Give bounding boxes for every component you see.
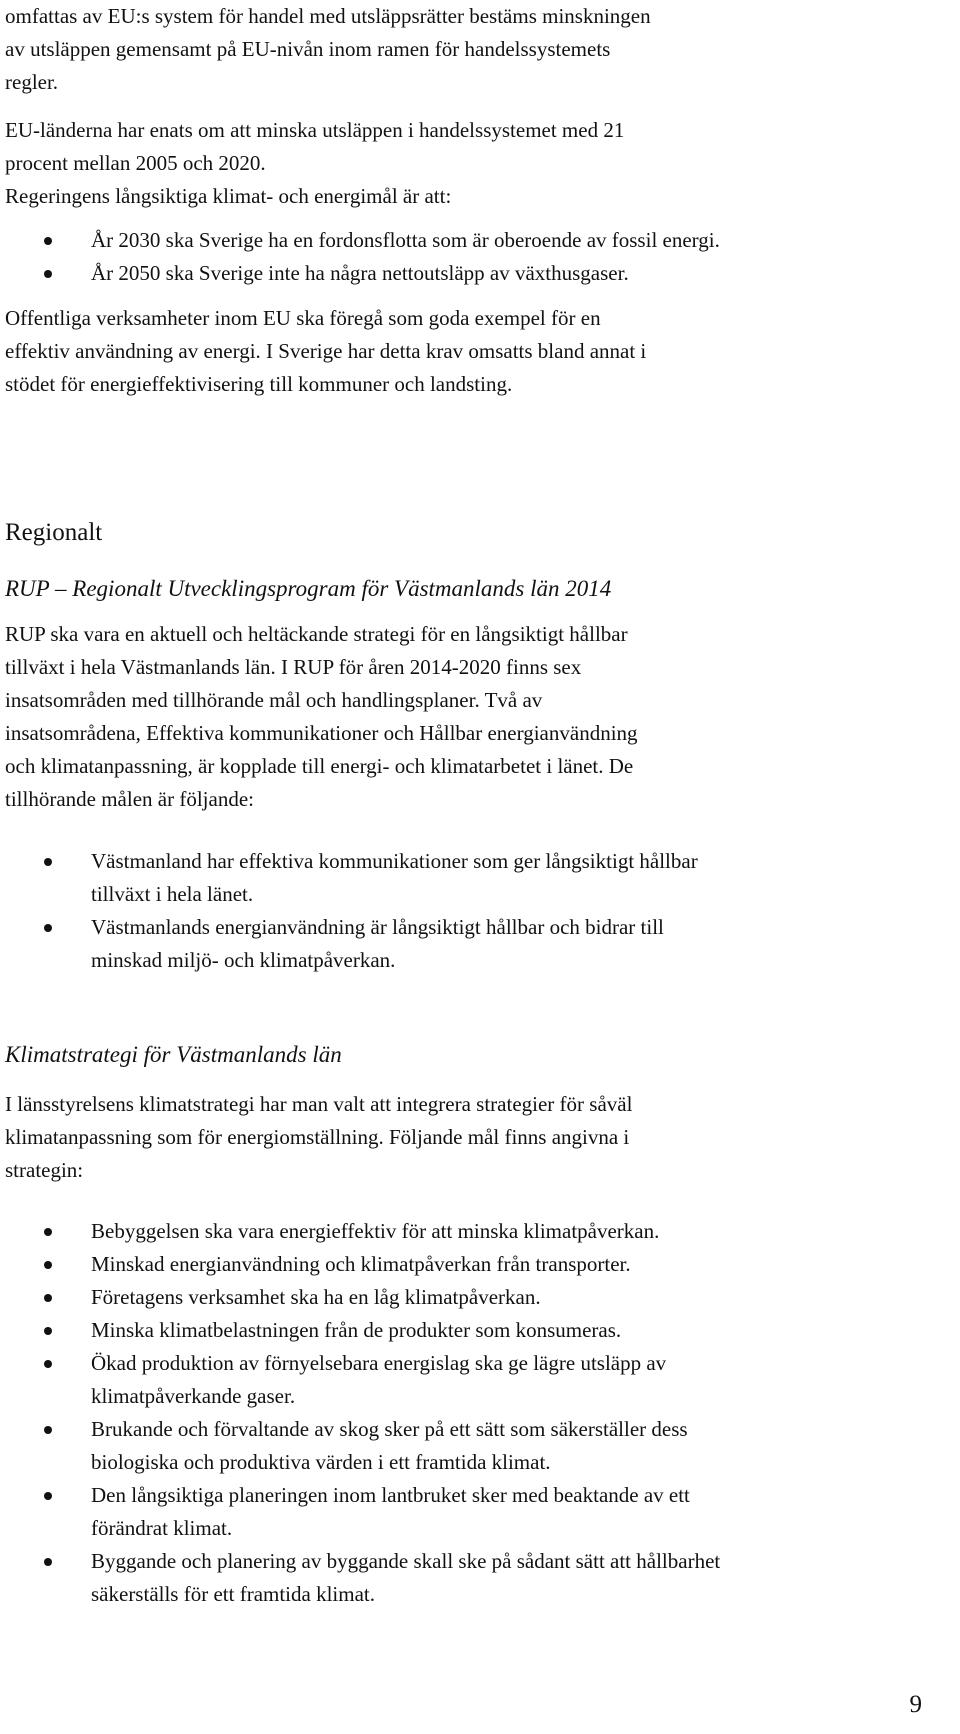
climate-strategy-paragraph <box>5 1088 632 1187</box>
text-line: insatsområden med tillhörande mål och handlingsplaner. Två av <box>5 688 543 712</box>
section-heading-regional: Regionalt <box>5 519 103 546</box>
list-item: År 2050 ska Sverige inte ha några nettoutsläpp av växthusgaser. <box>5 257 955 290</box>
text-line: regler. <box>5 70 59 94</box>
rup-title: RUP – Regionalt Utvecklingsprogram för Västmanlands län 2014 <box>5 576 612 601</box>
list-item: Den långsiktiga planeringen inom lantbruket sker med beaktande av ett förändrat klimat. <box>5 1479 955 1545</box>
climate-goals-list <box>5 224 955 290</box>
text-line: RUP ska vara en aktuell och heltäckande strategi för en långsiktigt hållbar <box>5 622 628 646</box>
text-line: omfattas av EU:s system för handel med utsläppsrätter bestäms minskningen <box>5 4 651 28</box>
list-item: Västmanland har effektiva kommunikationer som ger långsiktigt hållbar tillväxt i hela länet. <box>5 845 955 911</box>
text-line: stödet för energieffektivisering till kommuner och landsting. <box>5 372 513 396</box>
bullet-icon <box>44 858 52 866</box>
list-item: Västmanlands energianvändning är långsiktigt hållbar och bidrar till minskad miljö- och klimatpåverkan. <box>5 911 955 977</box>
list-item: Minskad energianvändning och klimatpåverkan från transporter. <box>5 1248 955 1281</box>
bullet-icon <box>44 1426 52 1434</box>
text-line: av utsläppen gemensamt på EU-nivån inom ramen för handelssystemets <box>5 37 611 61</box>
bullet-icon <box>44 270 52 278</box>
text-line: strategin: <box>5 1158 84 1182</box>
bullet-icon <box>44 1492 52 1500</box>
bullet-icon <box>44 1228 52 1236</box>
text-line: Regeringens långsiktiga klimat- och energimål är att: <box>5 184 452 208</box>
intro-paragraph-2 <box>5 114 624 213</box>
text-line: I länsstyrelsens klimatstrategi har man valt att integrera strategier för såväl <box>5 1092 633 1116</box>
intro-paragraph-1 <box>5 0 651 99</box>
text-line: klimatanpassning som för energiomställning. Följande mål finns angivna i <box>5 1125 630 1149</box>
bullet-icon <box>44 1327 52 1335</box>
text-line: effektiv användning av energi. I Sverige har detta krav omsatts bland annat i <box>5 339 647 363</box>
text-line: tillhörande målen är följande: <box>5 787 254 811</box>
list-item: Bebyggelsen ska vara energieffektiv för att minska klimatpåverkan. <box>5 1215 955 1248</box>
bullet-icon <box>44 924 52 932</box>
page-number: 9 <box>909 1691 922 1718</box>
list-item: Brukande och förvaltande av skog sker på ett sätt som säkerställer dess biologiska och produktiva värden i ett framtida klimat. <box>5 1413 955 1479</box>
list-item: Byggande och planering av byggande skall ske på sådant sätt att hållbarhet säkerställs för ett framtida klimat. <box>5 1545 955 1611</box>
bullet-icon <box>44 1294 52 1302</box>
text-line: EU-länderna har enats om att minska utsläppen i handelssystemet med 21 <box>5 118 625 142</box>
list-item: Minska klimatbelastningen från de produkter som konsumeras. <box>5 1314 955 1347</box>
rup-goals-list <box>5 845 955 977</box>
bullet-icon <box>44 1558 52 1566</box>
intro-paragraph-3 <box>5 302 646 401</box>
rup-paragraph <box>5 618 638 816</box>
text-line: insatsområdena, Effektiva kommunikationer och Hållbar energianvändning <box>5 721 638 745</box>
bullet-icon <box>44 1360 52 1368</box>
list-item: År 2030 ska Sverige ha en fordonsflotta som är oberoende av fossil energi. <box>5 224 955 257</box>
list-item: Företagens verksamhet ska ha en låg klimatpåverkan. <box>5 1281 955 1314</box>
text-line: procent mellan 2005 och 2020. <box>5 151 266 175</box>
bullet-icon <box>44 1261 52 1269</box>
text-line: Offentliga verksamheter inom EU ska föregå som goda exempel för en <box>5 306 601 330</box>
climate-strategy-goals-list <box>5 1215 955 1611</box>
bullet-icon <box>44 237 52 245</box>
climate-strategy-title: Klimatstrategi för Västmanlands län <box>5 1042 342 1067</box>
list-item: Ökad produktion av förnyelsebara energislag ska ge lägre utsläpp av klimatpåverkande gaser. <box>5 1347 955 1413</box>
text-line: tillväxt i hela Västmanlands län. I RUP för åren 2014-2020 finns sex <box>5 655 582 679</box>
text-line: och klimatanpassning, är kopplade till energi- och klimatarbetet i länet. De <box>5 754 634 778</box>
